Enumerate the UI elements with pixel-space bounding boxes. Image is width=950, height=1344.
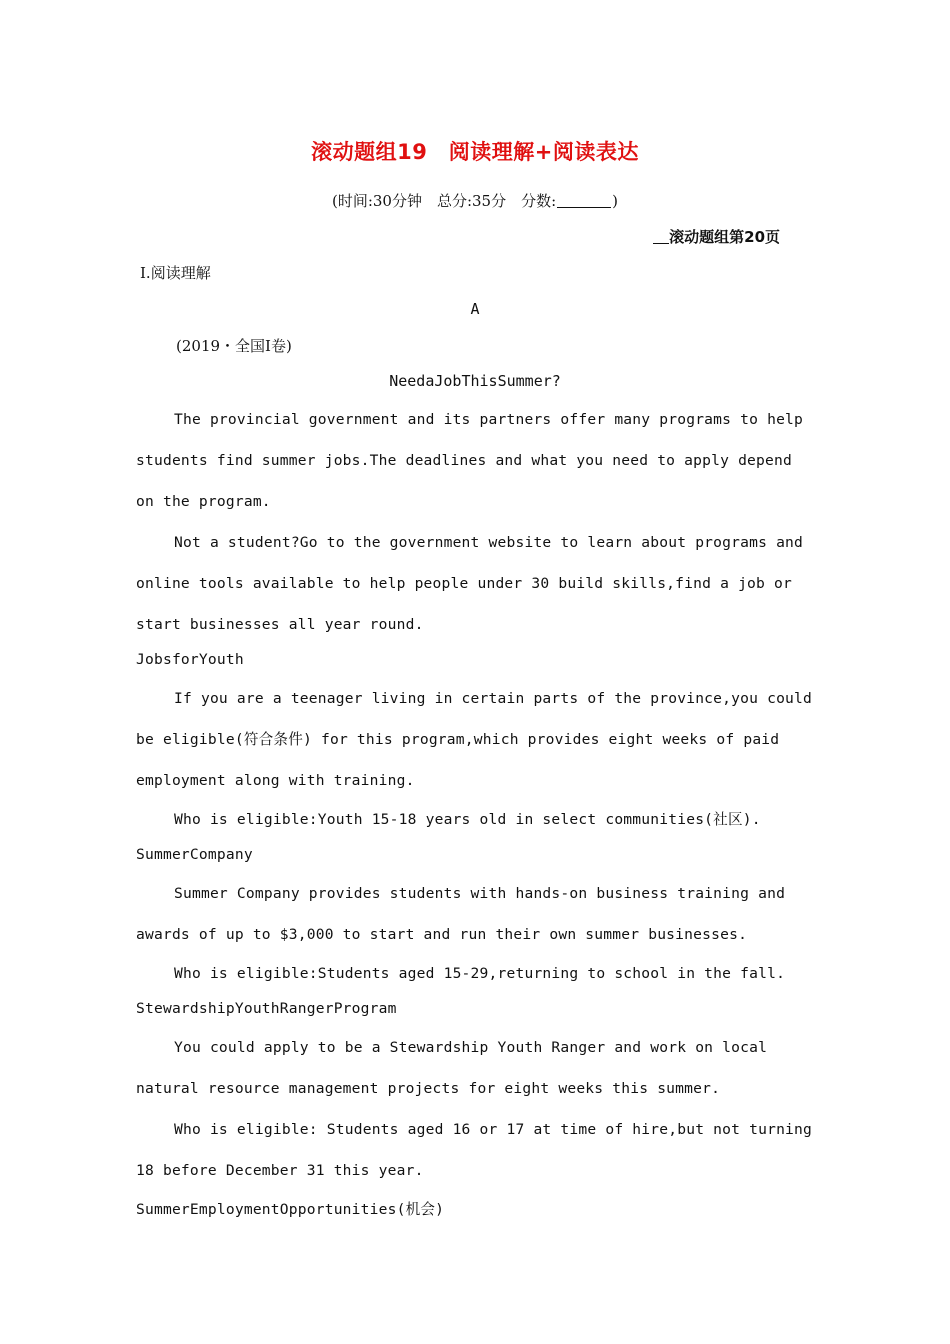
- meta-suffix: ): [612, 192, 619, 210]
- passage-block-1: [136, 399, 816, 645]
- subheading-stewardship: StewardshipYouthRangerProgram: [136, 1000, 397, 1017]
- paragraph-3: If you are a teenager living in certain parts of the province,you could be eligible(符合条件) for this program,which provides eight weeks of paid employment along with training.: [136, 690, 813, 789]
- reference-underline: [653, 229, 669, 244]
- passage-block-2: [136, 641, 816, 838]
- page-title: 滚动题组19 阅读理解+阅读表达: [311, 140, 639, 164]
- paragraph-8: Who is eligible: Students aged 16 or 17 at time of hire,but not turning 18 before December 31 this year.: [136, 1121, 813, 1179]
- page-reference: [653, 226, 780, 247]
- passage-block-3: [136, 836, 816, 992]
- subheading-jobs-for-youth: JobsforYouth: [136, 651, 244, 668]
- exam-meta: [0, 190, 950, 211]
- paragraph-2: Not a student?Go to the government website to learn about programs and online tools available to help people under 30 build skills,find a job or start businesses all year round.: [136, 534, 804, 633]
- passage-block-4: [136, 990, 816, 1228]
- paragraph-5: Summer Company provides students with hands-on business training and awards of up to $3,000 to start and run their own summer businesses.: [136, 885, 786, 943]
- meta-prefix: (时间:30分钟 总分:35分 分数:: [331, 192, 557, 210]
- passage-title: NeedaJobThisSummer?: [389, 372, 561, 390]
- reference-text: 滚动题组第20页: [669, 228, 780, 246]
- passage-letter: A: [470, 300, 480, 318]
- paragraph-4: Who is eligible:Youth 15-18 years old in select communities(社区).: [174, 811, 761, 828]
- subheading-summer-employment: SummerEmploymentOpportunities(机会): [136, 1201, 445, 1218]
- passage-source: (2019・全国Ⅰ卷): [176, 337, 292, 355]
- subheading-summer-company: SummerCompany: [136, 846, 253, 863]
- paragraph-1: The provincial government and its partners offer many programs to help students find summer jobs.The deadlines and what you need to apply depend on the program.: [136, 411, 804, 510]
- paragraph-6: Who is eligible:Students aged 15-29,returning to school in the fall.: [174, 965, 786, 982]
- score-blank[interactable]: [557, 193, 611, 208]
- section-heading: Ⅰ.阅读理解: [140, 264, 211, 282]
- paragraph-7: You could apply to be a Stewardship Youth Ranger and work on local natural resource management projects for eight weeks this summer.: [136, 1039, 768, 1097]
